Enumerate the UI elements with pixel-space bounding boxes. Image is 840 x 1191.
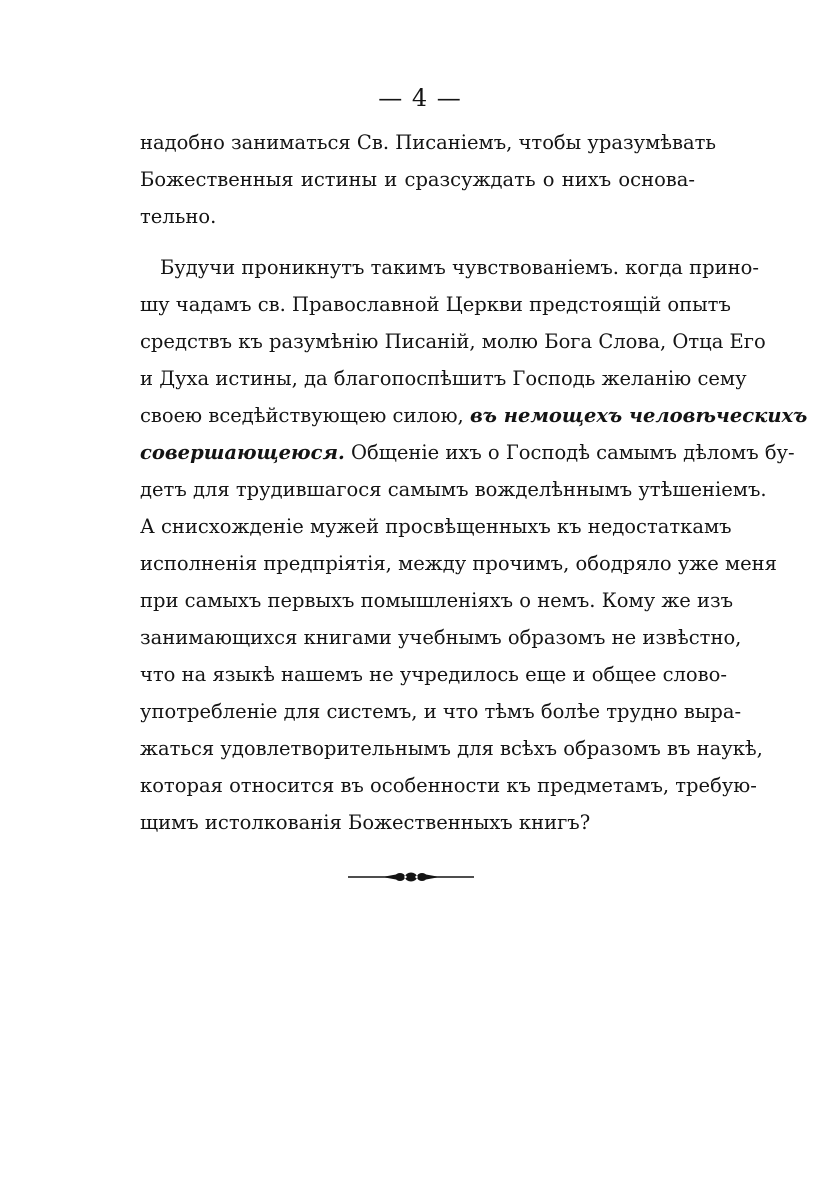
text-line: шу чадамъ св. Православной Церкви предстоящій опытъ (140, 293, 731, 316)
paragraph-2 (140, 249, 808, 841)
text-line: средствъ къ разумѣнію Писаній, молю Бога Слова, Отца Его (140, 330, 766, 353)
text-line: А снисхожденіе мужей просвѣщенныхъ къ недостаткамъ (140, 515, 732, 538)
text-line (140, 397, 808, 434)
text-line: надобно заниматься Св. Писаніемъ, чтобы уразумѣвать (140, 131, 717, 154)
text-line: тельно. (140, 205, 217, 228)
paragraph-gap (140, 235, 695, 249)
text-line: жаться удовлетворительнымъ для всѣхъ образомъ въ наукѣ, (140, 737, 763, 760)
page-number: — 4 — (378, 84, 462, 112)
text-line: щимъ истолкованія Божественныхъ книгъ? (140, 811, 591, 834)
text-line: занимающихся книгами учебнымъ образомъ не извѣстно, (140, 626, 742, 649)
text-line: которая относится въ особенности къ предметамъ, требую- (140, 774, 757, 797)
text-line: употребленіе для системъ, и что тѣмъ болѣе трудно выра- (140, 700, 742, 723)
text-line: исполненія предпріятія, между прочимъ, ободряло уже меня (140, 552, 777, 575)
italic-phrase: совершающеюся. (140, 441, 345, 464)
tailpiece-ornament-icon (348, 866, 474, 888)
italic-phrase: въ немощехъ человѣческихъ (469, 404, 808, 427)
text-line: и Духа истины, да благопоспѣшитъ Господь желанію сему (140, 367, 747, 390)
text-run: Общеніе ихъ о Господѣ самымъ дѣломъ бу- (350, 441, 795, 464)
paragraph-1 (140, 124, 717, 235)
text-line: Божественныя истины и сразсуждать о нихъ основа- (140, 168, 695, 191)
text-line: при самыхъ первыхъ помышленіяхъ о немъ. Кому же изъ (140, 589, 734, 612)
text-run: своею вседѣйствующею силою, (140, 404, 464, 427)
text-line: что на языкѣ нашемъ не учредилось еще и общее слово- (140, 663, 727, 686)
text-line: Будучи проникнутъ такимъ чувствованіемъ. когда прино- (160, 256, 759, 279)
text-line (140, 434, 795, 471)
body-text (140, 124, 808, 841)
text-line: детъ для трудившагося самымъ вожделѣннымъ утѣшеніемъ. (140, 478, 767, 501)
